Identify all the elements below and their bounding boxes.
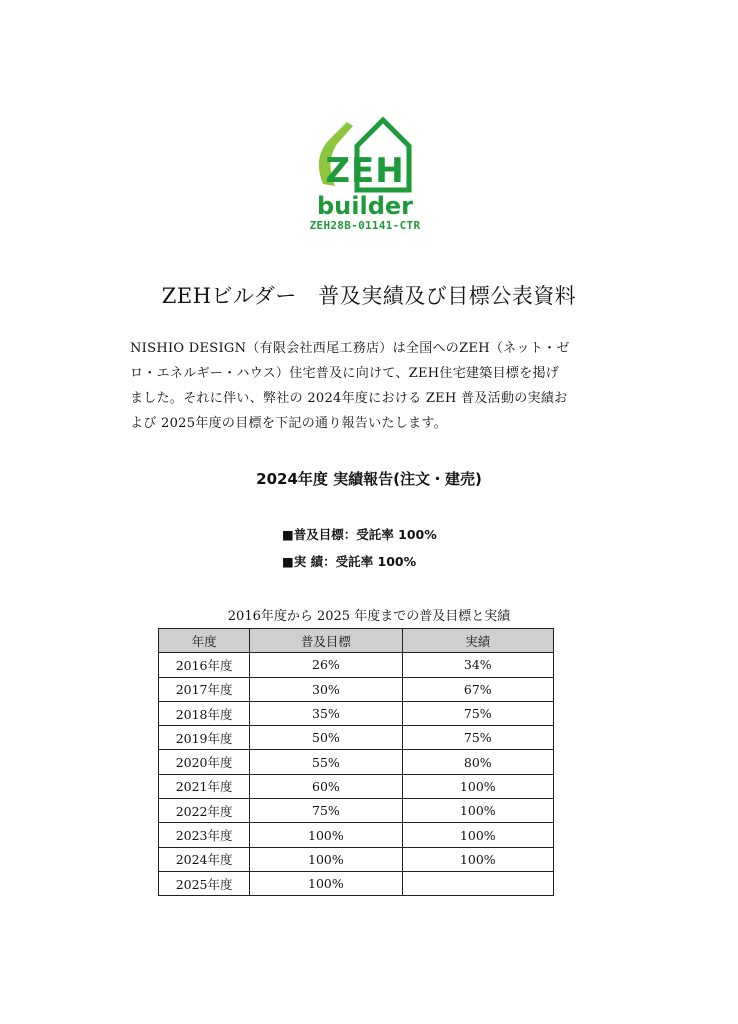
table-row (159, 847, 554, 871)
page-title: ZEHビルダー 普及実績及び目標公表資料 (161, 284, 577, 308)
result-cell: 67% (402, 677, 553, 701)
intro-paragraph (130, 336, 578, 436)
result-cell: 100% (402, 774, 553, 798)
header-result: 実績 (402, 629, 553, 653)
year-cell: 2025年度 (159, 871, 250, 895)
table-row (159, 871, 554, 895)
logo-main-text: ZEH (325, 151, 405, 191)
year-cell: 2022年度 (159, 799, 250, 823)
summary-lines (282, 521, 437, 575)
result-cell: 75% (402, 726, 553, 750)
target-cell: 30% (250, 677, 402, 701)
year-cell: 2017年度 (159, 677, 250, 701)
table-row (159, 726, 554, 750)
target-results-table (158, 628, 554, 896)
table-caption: 2016年度から 2025 年度までの普及目標と実績 (227, 609, 511, 624)
target-cell: 100% (250, 871, 402, 895)
year-cell: 2016年度 (159, 653, 250, 677)
year-cell: 2023年度 (159, 823, 250, 847)
table-row (159, 774, 554, 798)
target-cell: 26% (250, 653, 402, 677)
logo-sub-text: builder (316, 192, 414, 220)
table-row (159, 677, 554, 701)
result-line: ■実 績：受託率 100% (282, 554, 417, 569)
table-row (159, 701, 554, 725)
result-cell: 100% (402, 847, 553, 871)
table-row (159, 750, 554, 774)
target-cell: 100% (250, 823, 402, 847)
target-cell: 100% (250, 847, 402, 871)
result-cell: 34% (402, 653, 553, 677)
table-row (159, 799, 554, 823)
year-cell: 2024年度 (159, 847, 250, 871)
result-cell: 75% (402, 701, 553, 725)
header-target: 普及目標 (250, 629, 402, 653)
target-cell: 35% (250, 701, 402, 725)
target-cell: 75% (250, 799, 402, 823)
result-cell: 80% (402, 750, 553, 774)
table-row (159, 653, 554, 677)
header-year: 年度 (159, 629, 250, 653)
table-header-row (159, 629, 554, 653)
intro-line: よび 2025年度の目標を下記の通り報告いたします。 (130, 416, 447, 431)
year-cell: 2020年度 (159, 750, 250, 774)
section-title: 2024年度 実績報告(注文・建売) (256, 470, 482, 488)
year-cell: 2021年度 (159, 774, 250, 798)
year-cell: 2018年度 (159, 701, 250, 725)
target-cell: 55% (250, 750, 402, 774)
intro-line: ロ・エネルギー・ハウス）住宅普及に向けて、ZEH住宅建築目標を掲げ (130, 366, 560, 381)
intro-line: NISHIO DESIGN（有限会社西尾工務店）は全国へのZEH（ネット・ゼ (130, 341, 570, 356)
target-cell: 60% (250, 774, 402, 798)
result-cell (402, 871, 553, 895)
result-cell: 100% (402, 823, 553, 847)
intro-line: ました。それに伴い、弊社の 2024年度における ZEH 普及活動の実績お (130, 391, 568, 406)
target-cell: 50% (250, 726, 402, 750)
table-row (159, 823, 554, 847)
registration-number: ZEH28B-01141-CTR (309, 219, 421, 232)
year-cell: 2019年度 (159, 726, 250, 750)
result-cell: 100% (402, 799, 553, 823)
goal-line: ■普及目標：受託率 100% (282, 527, 437, 542)
